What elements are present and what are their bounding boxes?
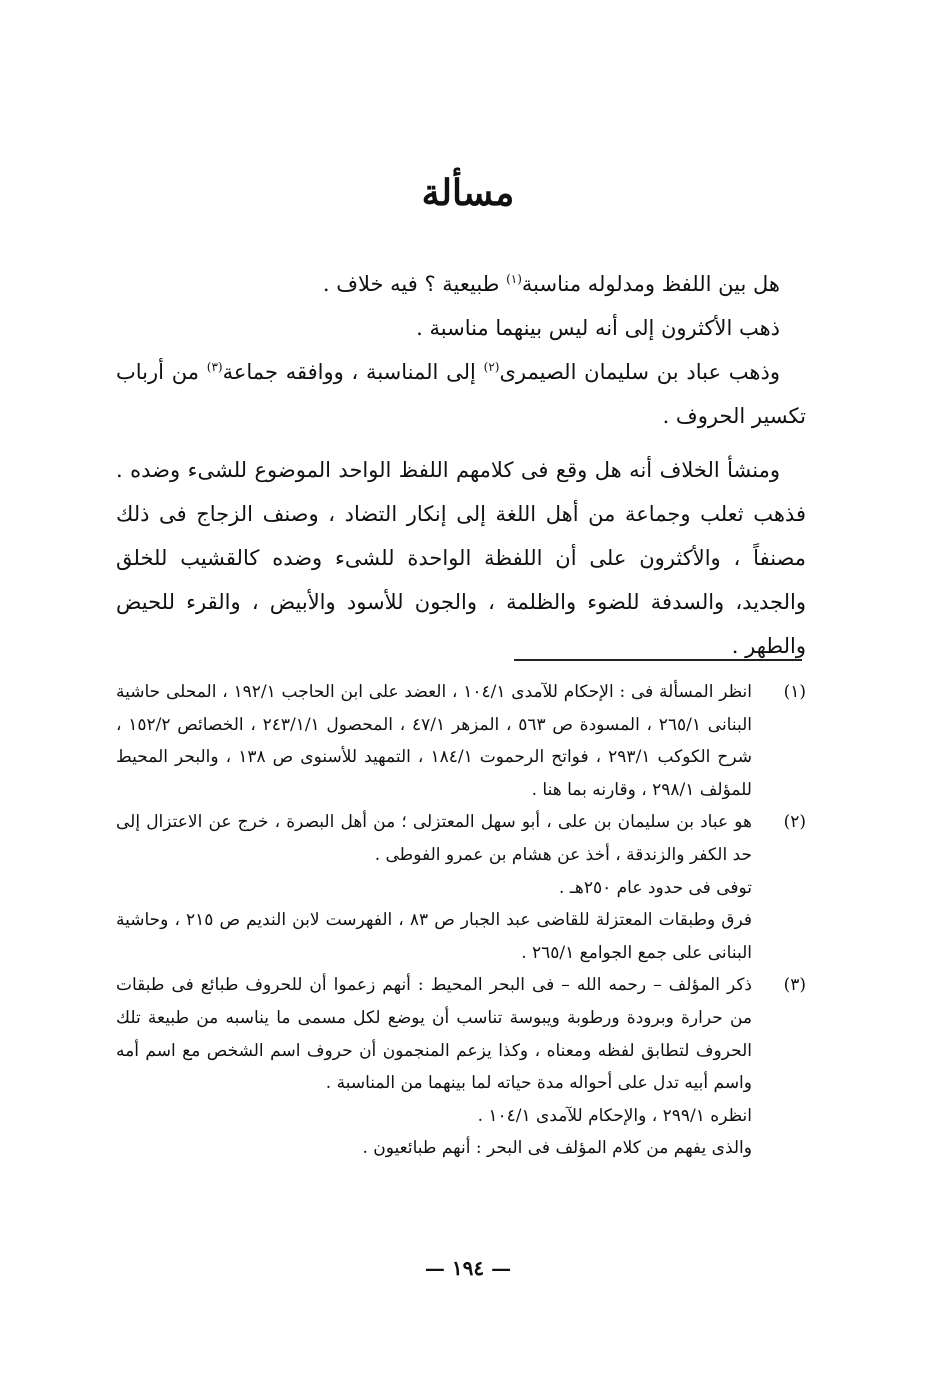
footnotes <box>116 676 806 1165</box>
footnote-1 <box>116 676 806 806</box>
footnote-number: (٢) <box>783 812 806 833</box>
footnote-ref-2[interactable]: (٢) <box>483 360 500 374</box>
footnote-line: انظره ٢٩٩/١ ، والإحكام للآمدى ١٠٤/١ . <box>477 1105 752 1126</box>
footnote-ref-3[interactable]: (٣) <box>206 360 223 374</box>
page-title: مسألة <box>421 172 515 214</box>
footnote-3 <box>116 969 806 1165</box>
paragraph-3-text-b: إلى المناسبة ، ووافقه جماعة <box>222 360 484 384</box>
footnote-separator <box>514 659 802 661</box>
page-number: — ١٩٤ — <box>424 1256 512 1280</box>
footnote-ref-1[interactable]: (١) <box>506 272 522 286</box>
footnote-number: (١) <box>783 682 806 702</box>
paragraph-3-text-c: من أرباب تكسير الحروف . <box>116 360 806 428</box>
paragraph-4: ومنشأ الخلاف أنه هل وقع فى كلامهم اللفظ الواحد الموضوع للشىء وضده . فذهب ثعلب وجماعة من أهل اللغة إلى إنكار التضاد ، وصنف الزجاج فى ذلك مصنفاً ، والأكثرون على أن اللفظة الواحدة للشىء وضده كالقشيب للخلق والجديد، والسدفة للضوء والظلمة ، والجون للأسود والأبيض ، والقرء للحيض والطهر . <box>116 458 806 658</box>
footnote-line: ذكر المؤلف – رحمه الله – فى البحر المحيط : أنهم زعموا أن للحروف طبائع فى طبقات من حرارة وبرودة ورطوبة ويبوسة تناسب أن يوضع لكل مسمى ما يناسبه من طبيعة تلك الحروف لتطابق لفظه ومعناه ، وكذا يزعم المنجمون أن حروف اسم الشخص مع اسم أمه واسم أبيه تدل على أحواله مدة حياته لما بينهما من المناسبة . <box>116 975 752 1094</box>
paragraph-1-text: هل بين اللفظ ومدلوله مناسبة <box>521 272 780 296</box>
footnote-2 <box>116 806 806 969</box>
footnote-line: توفى فى حدود عام ٢٥٠هـ . <box>559 877 752 898</box>
footnote-line: فرق وطبقات المعتزلة للقاضى عبد الجبار ص ٨٣ ، الفهرست لابن النديم ص ٢١٥ ، وحاشية البنانى على جمع الجوامع ٢٦٥/١ . <box>116 910 752 963</box>
main-text <box>116 262 806 668</box>
footnote-number: (٣) <box>783 975 806 996</box>
paragraph-3 <box>116 350 806 438</box>
footnote-line: هو عباد بن سليمان بن على ، أبو سهل المعتزلى ؛ من أهل البصرة ، خرج عن الاعتزال إلى حد الكفر والزندقة ، أخذ عن هشام بن عمرو الفوطى . <box>116 812 752 865</box>
paragraph-1 <box>116 262 806 306</box>
paragraph-2: ذهب الأكثرون إلى أنه ليس بينهما مناسبة . <box>416 316 780 340</box>
paragraph-3-text-a: وذهب عباد بن سليمان الصيمرى <box>499 360 780 384</box>
footnote-line: انظر المسألة فى : الإحكام للآمدى ١٠٤/١ ، العضد على ابن الحاجب ١٩٢/١ ، المحلى حاشية البنانى ٢٦٥/١ ، المسودة ص ٥٦٣ ، المزهر ٤٧/١ ، المحصول ٢٤٣/١/١ ، الخصائص ١٥٢/٢ ، شرح الكوكب ٢٩٣/١ ، فواتح الرحموت ١٨٤/١ ، التمهيد للأسنوى ص ١٣٨ ، والبحر المحيط للمؤلف ٢٩٨/١ ، وقارنه بما هنا . <box>116 682 753 800</box>
footnote-line: والذى يفهم من كلام المؤلف فى البحر : أنهم طبائعيون . <box>362 1138 752 1159</box>
paragraph-1-text-end: طبيعية ؟ فيه خلاف . <box>322 272 507 296</box>
